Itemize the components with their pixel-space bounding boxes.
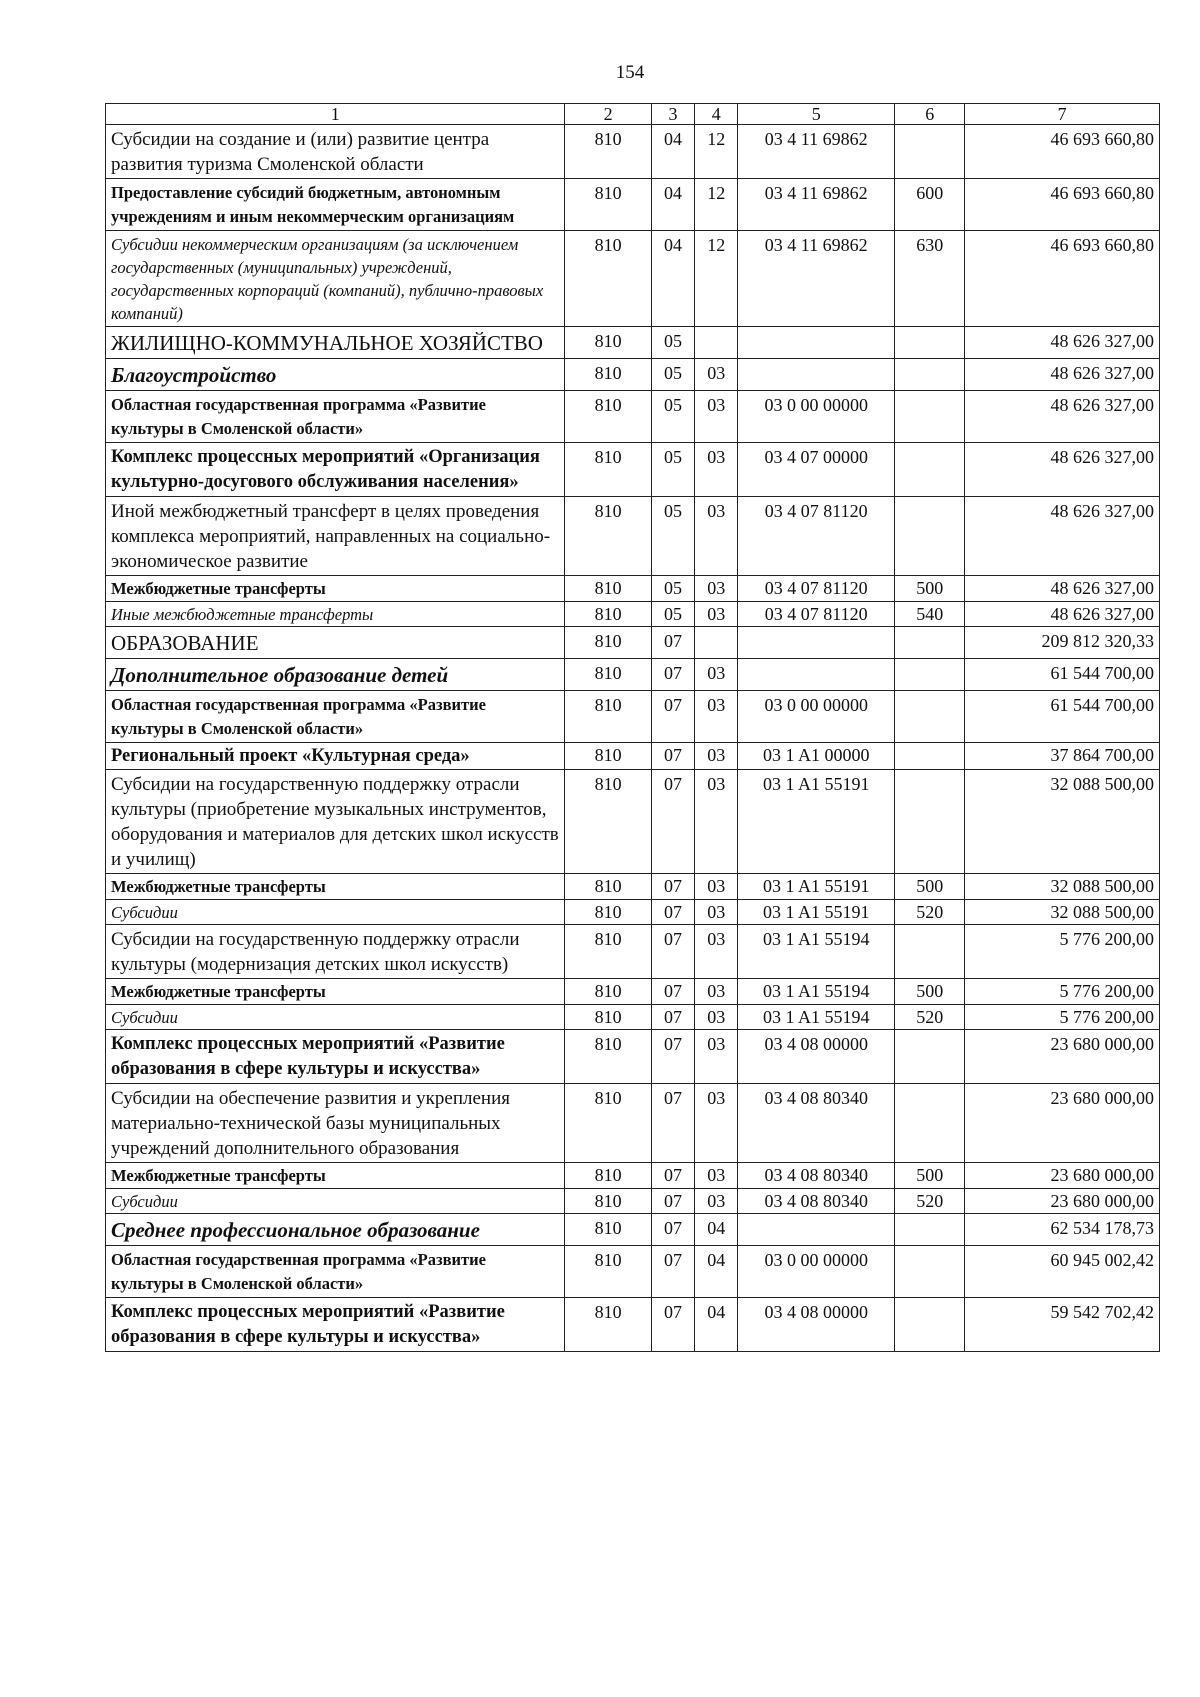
- table-row: [106, 359, 1160, 391]
- table-row: [106, 1189, 1160, 1214]
- cell-amount: 23 680 000,00: [965, 1084, 1160, 1163]
- cell-expense-type: [895, 1246, 965, 1298]
- cell-subsection: 03: [695, 497, 738, 576]
- cell-expense-type: [895, 443, 965, 497]
- cell-expense-type: 600: [895, 179, 965, 231]
- table-row: [106, 1030, 1160, 1084]
- cell-amount: 61 544 700,00: [965, 691, 1160, 743]
- cell-section: 07: [651, 925, 694, 979]
- cell-section: 07: [651, 1298, 694, 1352]
- cell-subsection: 03: [695, 770, 738, 874]
- table-row: [106, 602, 1160, 627]
- cell-section: 07: [651, 1214, 694, 1246]
- column-header: 3: [651, 104, 694, 125]
- cell-amount: 48 626 327,00: [965, 327, 1160, 359]
- cell-target-article: [738, 359, 895, 391]
- cell-ministry-code: 810: [565, 1298, 651, 1352]
- page-number: 154: [615, 62, 645, 83]
- cell-subsection: [695, 627, 738, 659]
- cell-subsection: 03: [695, 602, 738, 627]
- cell-section: 07: [651, 874, 694, 900]
- cell-target-article: 03 4 07 81120: [738, 602, 895, 627]
- row-description: Благоустройство: [106, 359, 565, 391]
- cell-section: 07: [651, 1189, 694, 1214]
- table-row: [106, 497, 1160, 576]
- cell-expense-type: [895, 1214, 965, 1246]
- cell-expense-type: [895, 743, 965, 770]
- row-description: Областная государственная программа «Развитие культуры в Смоленской области»: [106, 691, 565, 743]
- row-description: Межбюджетные трансферты: [106, 1163, 565, 1189]
- cell-section: 05: [651, 443, 694, 497]
- cell-section: 05: [651, 576, 694, 602]
- cell-section: 07: [651, 1084, 694, 1163]
- cell-target-article: 03 4 11 69862: [738, 125, 895, 179]
- cell-target-article: 03 4 07 81120: [738, 497, 895, 576]
- cell-amount: 23 680 000,00: [965, 1163, 1160, 1189]
- cell-target-article: 03 4 11 69862: [738, 231, 895, 327]
- table-row: [106, 391, 1160, 443]
- cell-subsection: 04: [695, 1246, 738, 1298]
- row-description: Предоставление субсидий бюджетным, автономным учреждениям и иным некоммерческим организациям: [106, 179, 565, 231]
- cell-amount: 46 693 660,80: [965, 179, 1160, 231]
- row-description: Комплекс процессных мероприятий «Развитие образования в сфере культуры и искусства»: [106, 1030, 565, 1084]
- cell-amount: 5 776 200,00: [965, 925, 1160, 979]
- cell-target-article: [738, 327, 895, 359]
- table-row: [106, 770, 1160, 874]
- cell-ministry-code: 810: [565, 1189, 651, 1214]
- cell-section: 07: [651, 627, 694, 659]
- cell-ministry-code: 810: [565, 900, 651, 925]
- cell-target-article: 03 4 07 81120: [738, 576, 895, 602]
- cell-expense-type: 540: [895, 602, 965, 627]
- cell-amount: 23 680 000,00: [965, 1189, 1160, 1214]
- cell-amount: 46 693 660,80: [965, 125, 1160, 179]
- cell-ministry-code: 810: [565, 770, 651, 874]
- cell-target-article: [738, 1214, 895, 1246]
- cell-subsection: 12: [695, 179, 738, 231]
- row-description: Комплекс процессных мероприятий «Организация культурно-досугового обслуживания населения»: [106, 443, 565, 497]
- cell-subsection: 04: [695, 1214, 738, 1246]
- row-description: Межбюджетные трансферты: [106, 874, 565, 900]
- cell-expense-type: 500: [895, 576, 965, 602]
- table-row: [106, 691, 1160, 743]
- cell-target-article: 03 4 07 00000: [738, 443, 895, 497]
- cell-expense-type: 500: [895, 979, 965, 1005]
- row-description: Субсидии на создание и (или) развитие центра развития туризма Смоленской области: [106, 125, 565, 179]
- table-row: [106, 125, 1160, 179]
- row-description: Межбюджетные трансферты: [106, 576, 565, 602]
- cell-expense-type: [895, 1084, 965, 1163]
- table-row: [106, 979, 1160, 1005]
- cell-ministry-code: 810: [565, 925, 651, 979]
- cell-expense-type: [895, 659, 965, 691]
- cell-amount: 23 680 000,00: [965, 1030, 1160, 1084]
- cell-section: 05: [651, 327, 694, 359]
- cell-section: 07: [651, 1246, 694, 1298]
- table-row: [106, 659, 1160, 691]
- cell-subsection: 03: [695, 1189, 738, 1214]
- table-body: [106, 125, 1160, 1352]
- row-description: Комплекс процессных мероприятий «Развитие образования в сфере культуры и искусства»: [106, 1298, 565, 1352]
- row-description: ЖИЛИЩНО-КОММУНАЛЬНОЕ ХОЗЯЙСТВО: [106, 327, 565, 359]
- cell-target-article: 03 1 A1 55191: [738, 900, 895, 925]
- table-row: [106, 627, 1160, 659]
- cell-section: 04: [651, 179, 694, 231]
- cell-target-article: 03 1 A1 55194: [738, 925, 895, 979]
- cell-ministry-code: 810: [565, 231, 651, 327]
- table-row: [106, 1084, 1160, 1163]
- row-description: Субсидии на государственную поддержку отрасли культуры (модернизация детских школ искусств): [106, 925, 565, 979]
- cell-ministry-code: 810: [565, 327, 651, 359]
- cell-target-article: 03 0 00 00000: [738, 1246, 895, 1298]
- cell-amount: 62 534 178,73: [965, 1214, 1160, 1246]
- row-description: Субсидии на государственную поддержку отрасли культуры (приобретение музыкальных инструментов, оборудования и материалов для детских школ искусств и училищ): [106, 770, 565, 874]
- table-row: [106, 179, 1160, 231]
- cell-subsection: 03: [695, 1005, 738, 1030]
- cell-section: 07: [651, 900, 694, 925]
- cell-ministry-code: 810: [565, 125, 651, 179]
- table-row: [106, 443, 1160, 497]
- table-row: [106, 231, 1160, 327]
- cell-ministry-code: 810: [565, 1030, 651, 1084]
- cell-amount: 48 626 327,00: [965, 602, 1160, 627]
- cell-target-article: 03 1 A1 55194: [738, 979, 895, 1005]
- cell-expense-type: 520: [895, 1189, 965, 1214]
- cell-ministry-code: 810: [565, 391, 651, 443]
- cell-target-article: 03 1 A1 55191: [738, 770, 895, 874]
- cell-ministry-code: 810: [565, 1246, 651, 1298]
- cell-amount: 48 626 327,00: [965, 497, 1160, 576]
- table-row: [106, 874, 1160, 900]
- cell-amount: 48 626 327,00: [965, 359, 1160, 391]
- cell-amount: 32 088 500,00: [965, 874, 1160, 900]
- table-row: [106, 327, 1160, 359]
- cell-subsection: [695, 327, 738, 359]
- column-header: 7: [965, 104, 1160, 125]
- cell-expense-type: [895, 497, 965, 576]
- cell-expense-type: 520: [895, 1005, 965, 1030]
- cell-section: 05: [651, 359, 694, 391]
- cell-expense-type: [895, 627, 965, 659]
- column-header: 2: [565, 104, 651, 125]
- cell-expense-type: [895, 125, 965, 179]
- cell-subsection: 03: [695, 925, 738, 979]
- cell-section: 07: [651, 659, 694, 691]
- cell-amount: 48 626 327,00: [965, 576, 1160, 602]
- cell-ministry-code: 810: [565, 602, 651, 627]
- cell-subsection: 03: [695, 900, 738, 925]
- cell-subsection: 03: [695, 979, 738, 1005]
- row-description: Субсидии: [106, 1189, 565, 1214]
- cell-section: 04: [651, 231, 694, 327]
- cell-amount: 32 088 500,00: [965, 900, 1160, 925]
- cell-target-article: 03 4 08 80340: [738, 1163, 895, 1189]
- cell-subsection: 03: [695, 659, 738, 691]
- cell-subsection: 12: [695, 231, 738, 327]
- row-description: Среднее профессиональное образование: [106, 1214, 565, 1246]
- row-description: ОБРАЗОВАНИЕ: [106, 627, 565, 659]
- column-header: 6: [895, 104, 965, 125]
- cell-subsection: 03: [695, 743, 738, 770]
- table-row: [106, 900, 1160, 925]
- row-description: Субсидии некоммерческим организациям (за исключением государственных (муниципальных) учреждений, государственных корпораций (компаний), публично-правовых компаний): [106, 231, 565, 327]
- cell-amount: 37 864 700,00: [965, 743, 1160, 770]
- cell-expense-type: [895, 1030, 965, 1084]
- cell-section: 07: [651, 1005, 694, 1030]
- cell-target-article: 03 1 A1 55194: [738, 1005, 895, 1030]
- cell-amount: 209 812 320,33: [965, 627, 1160, 659]
- cell-amount: 5 776 200,00: [965, 979, 1160, 1005]
- table-row: [106, 1246, 1160, 1298]
- row-description: Областная государственная программа «Развитие культуры в Смоленской области»: [106, 1246, 565, 1298]
- table-row: [106, 1298, 1160, 1352]
- cell-section: 05: [651, 391, 694, 443]
- cell-subsection: 03: [695, 359, 738, 391]
- row-description: Дополнительное образование детей: [106, 659, 565, 691]
- row-description: Региональный проект «Культурная среда»: [106, 743, 565, 770]
- cell-section: 07: [651, 770, 694, 874]
- cell-ministry-code: 810: [565, 576, 651, 602]
- cell-amount: 61 544 700,00: [965, 659, 1160, 691]
- cell-subsection: 03: [695, 874, 738, 900]
- cell-expense-type: 500: [895, 1163, 965, 1189]
- cell-expense-type: 500: [895, 874, 965, 900]
- column-header: 5: [738, 104, 895, 125]
- row-description: Межбюджетные трансферты: [106, 979, 565, 1005]
- cell-amount: 59 542 702,42: [965, 1298, 1160, 1352]
- table-row: [106, 576, 1160, 602]
- cell-ministry-code: 810: [565, 659, 651, 691]
- cell-section: 07: [651, 979, 694, 1005]
- cell-expense-type: 630: [895, 231, 965, 327]
- table-row: [106, 1214, 1160, 1246]
- cell-amount: 46 693 660,80: [965, 231, 1160, 327]
- cell-expense-type: [895, 359, 965, 391]
- column-header: 4: [695, 104, 738, 125]
- cell-amount: 60 945 002,42: [965, 1246, 1160, 1298]
- cell-ministry-code: 810: [565, 1005, 651, 1030]
- cell-target-article: 03 1 A1 55191: [738, 874, 895, 900]
- cell-expense-type: [895, 1298, 965, 1352]
- cell-expense-type: [895, 925, 965, 979]
- budget-table: [105, 103, 1160, 1352]
- cell-ministry-code: 810: [565, 627, 651, 659]
- cell-expense-type: [895, 327, 965, 359]
- cell-section: 07: [651, 691, 694, 743]
- cell-expense-type: [895, 391, 965, 443]
- cell-section: 05: [651, 602, 694, 627]
- cell-target-article: 03 0 00 00000: [738, 691, 895, 743]
- row-description: Субсидии: [106, 1005, 565, 1030]
- cell-target-article: 03 4 08 80340: [738, 1189, 895, 1214]
- cell-section: 04: [651, 125, 694, 179]
- cell-amount: 5 776 200,00: [965, 1005, 1160, 1030]
- cell-subsection: 03: [695, 391, 738, 443]
- cell-section: 05: [651, 497, 694, 576]
- cell-subsection: 12: [695, 125, 738, 179]
- table-row: [106, 1163, 1160, 1189]
- cell-target-article: 03 1 A1 00000: [738, 743, 895, 770]
- cell-subsection: 03: [695, 1084, 738, 1163]
- cell-amount: 32 088 500,00: [965, 770, 1160, 874]
- cell-target-article: 03 4 11 69862: [738, 179, 895, 231]
- cell-target-article: [738, 627, 895, 659]
- cell-subsection: 03: [695, 576, 738, 602]
- cell-section: 07: [651, 1163, 694, 1189]
- cell-ministry-code: 810: [565, 1084, 651, 1163]
- cell-amount: 48 626 327,00: [965, 443, 1160, 497]
- table-row: [106, 743, 1160, 770]
- cell-ministry-code: 810: [565, 874, 651, 900]
- row-description: Иной межбюджетный трансферт в целях проведения комплекса мероприятий, направленных на социально-экономическое развитие: [106, 497, 565, 576]
- cell-ministry-code: 810: [565, 1214, 651, 1246]
- cell-ministry-code: 810: [565, 497, 651, 576]
- cell-expense-type: 520: [895, 900, 965, 925]
- cell-section: 07: [651, 743, 694, 770]
- row-description: Областная государственная программа «Развитие культуры в Смоленской области»: [106, 391, 565, 443]
- table-row: [106, 1005, 1160, 1030]
- cell-ministry-code: 810: [565, 979, 651, 1005]
- cell-expense-type: [895, 691, 965, 743]
- cell-ministry-code: 810: [565, 743, 651, 770]
- cell-amount: 48 626 327,00: [965, 391, 1160, 443]
- cell-ministry-code: 810: [565, 691, 651, 743]
- cell-subsection: 03: [695, 1163, 738, 1189]
- cell-target-article: 03 0 00 00000: [738, 391, 895, 443]
- row-description: Субсидии: [106, 900, 565, 925]
- table-row: [106, 925, 1160, 979]
- row-description: Субсидии на обеспечение развития и укрепления материально-технической базы муниципальных учреждений дополнительного образования: [106, 1084, 565, 1163]
- cell-subsection: 04: [695, 1298, 738, 1352]
- row-description: Иные межбюджетные трансферты: [106, 602, 565, 627]
- header-row: [106, 104, 1160, 125]
- cell-section: 07: [651, 1030, 694, 1084]
- cell-expense-type: [895, 770, 965, 874]
- cell-target-article: 03 4 08 00000: [738, 1298, 895, 1352]
- cell-ministry-code: 810: [565, 443, 651, 497]
- cell-ministry-code: 810: [565, 359, 651, 391]
- cell-ministry-code: 810: [565, 1163, 651, 1189]
- cell-target-article: 03 4 08 00000: [738, 1030, 895, 1084]
- cell-target-article: [738, 659, 895, 691]
- cell-subsection: 03: [695, 691, 738, 743]
- column-header: 1: [106, 104, 565, 125]
- cell-subsection: 03: [695, 1030, 738, 1084]
- cell-target-article: 03 4 08 80340: [738, 1084, 895, 1163]
- cell-subsection: 03: [695, 443, 738, 497]
- cell-ministry-code: 810: [565, 179, 651, 231]
